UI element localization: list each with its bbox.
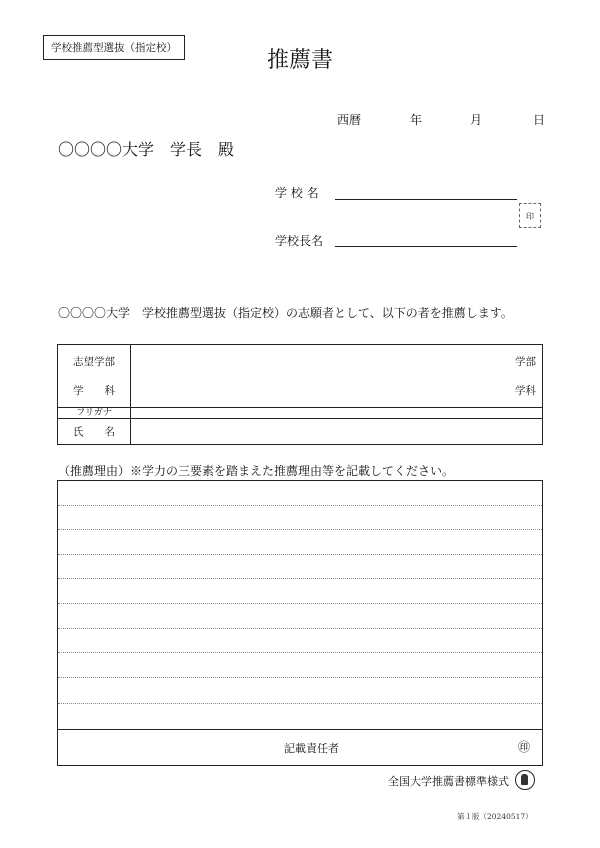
ruled-line bbox=[58, 554, 542, 555]
selection-type-badge: 学校推薦型選抜（指定校） bbox=[43, 35, 185, 60]
ruled-line bbox=[58, 652, 542, 653]
principal-name-label: 学校長名 bbox=[275, 234, 324, 248]
school-name-field[interactable] bbox=[335, 199, 517, 200]
school-seal-box: 印 bbox=[519, 203, 541, 228]
faculty-dept-labels bbox=[58, 345, 131, 408]
name-field[interactable] bbox=[131, 419, 543, 445]
dept-suffix: 学科 bbox=[515, 385, 536, 397]
ruled-line bbox=[58, 578, 542, 579]
furigana-field[interactable] bbox=[131, 408, 543, 419]
date-month: 月 bbox=[470, 113, 483, 127]
addressee: 〇〇〇〇大学 学長 殿 bbox=[58, 140, 235, 159]
ruled-line bbox=[58, 677, 542, 678]
page-title: 推薦書 bbox=[266, 48, 333, 73]
principal-name-field[interactable] bbox=[335, 246, 517, 247]
faculty-suffix: 学部 bbox=[515, 356, 536, 368]
applicant-table bbox=[57, 344, 543, 445]
ruled-line bbox=[58, 603, 542, 604]
date-day: 日 bbox=[533, 113, 546, 127]
signer-seal-icon: ㊞ bbox=[518, 740, 531, 754]
version-label: 第１版（20240517） bbox=[457, 812, 533, 821]
signer-label: 記載責任者 bbox=[284, 742, 339, 755]
dept-label: 学 科 bbox=[73, 385, 115, 397]
date-era: 西暦 bbox=[337, 113, 362, 127]
recommendation-statement: 〇〇〇〇大学 学校推薦型選抜（指定校）の志願者として、以下の者を推薦します。 bbox=[58, 306, 513, 320]
date-year: 年 bbox=[410, 113, 423, 127]
school-name-label: 学 校 名 bbox=[275, 186, 319, 200]
ruled-line bbox=[58, 628, 542, 629]
faculty-label: 志望学部 bbox=[73, 356, 115, 368]
signer-row[interactable] bbox=[58, 729, 542, 765]
ruled-line bbox=[58, 703, 542, 704]
faculty-dept-field[interactable] bbox=[131, 345, 543, 408]
furigana-label: フリガナ bbox=[58, 408, 131, 419]
reason-heading: （推薦理由）※学力の三要素を踏まえた推薦理由等を記載してください。 bbox=[58, 464, 455, 478]
ruled-line bbox=[58, 529, 542, 530]
standard-form-label: 全国大学推薦書標準様式 bbox=[388, 775, 509, 788]
name-label: 氏 名 bbox=[58, 419, 131, 445]
reason-field[interactable] bbox=[57, 480, 543, 766]
ruled-line bbox=[58, 505, 542, 506]
association-logo-icon bbox=[515, 770, 535, 790]
